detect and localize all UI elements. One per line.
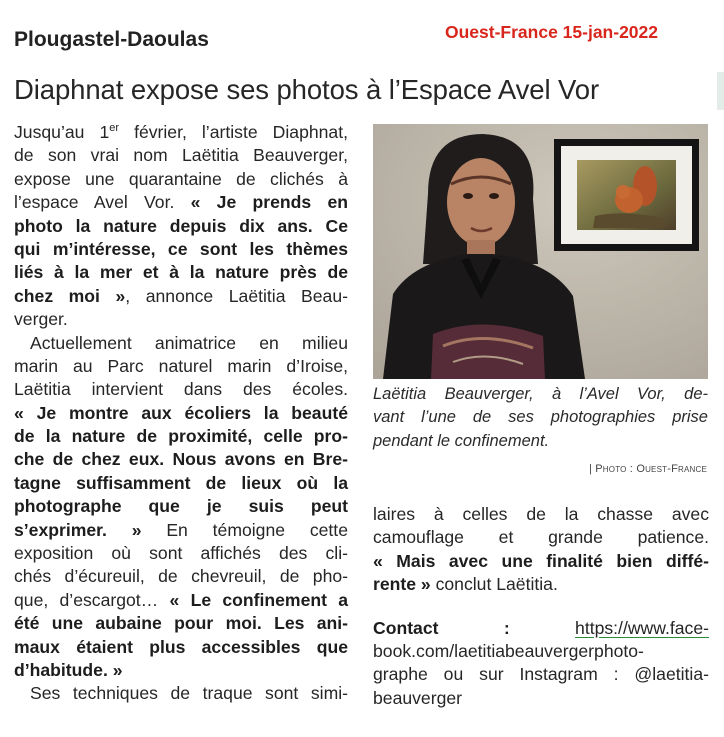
text-line [14,519,348,542]
text-run: book.com/laetitiabeauvergerphoto- [373,640,644,661]
photo-credit [373,463,707,475]
photo-caption [373,383,708,453]
text-line [14,285,348,308]
photo-illustration [373,124,708,379]
text-run: , annonce Laëtitia Beau- [125,285,348,306]
bold-text: « Le confinement a [169,589,348,610]
edge-mark [717,72,724,110]
text-line [14,378,348,401]
text-line [14,332,348,355]
text-run: février, l’artiste Diaphnat, [119,122,348,142]
text-run: chés d’écureuil, de chevreuil, de pho- [14,566,348,587]
bold-text: « Mais avec une finalité bien diffé- [373,550,709,571]
text-line [14,121,348,144]
text-line [14,472,348,495]
article-headline: Diaphnat expose ses photos à l’Espace Avel Vor [14,74,599,105]
text-run: Laëtitia intervient dans des écoles. [14,379,348,400]
text-run: l’espace Avel Vor. [14,192,191,213]
text-line [14,355,348,378]
caption-line: Laëtitia Beauverger, à l’Avel Vor, de- [373,385,708,403]
text-run: Ses techniques de traque sont simi- [30,683,348,704]
text-line [373,663,709,686]
text-line [14,542,348,565]
text-line [373,640,709,663]
article-column-1 [14,121,348,706]
text-line [14,425,348,448]
text-line [373,526,709,549]
bold-text: été une aubaine pour moi. Les ani- [14,613,348,634]
text-line [14,636,348,659]
photo-credit-text: | Photo : Ouest-France [588,463,707,475]
text-run: marin au Parc naturel marin d’Iroise, [14,355,348,376]
bold-text: chez moi » [14,285,126,306]
text-line [14,144,348,167]
text-run: En témoigne cette [141,519,348,540]
text-line [14,215,348,238]
bold-text: s’exprimer. » [14,519,142,540]
bold-text: qui m’intéresse, ce sont les thèmes [14,238,348,259]
source-date: Ouest-France 15-jan-2022 [445,22,659,42]
text-run: laires à celles de la chasse avec [373,504,709,524]
caption-line: vant l’une de ses photographies prise [373,408,708,427]
text-run: graphe ou sur Instagram : @laetitia- [373,664,709,685]
bold-text: Contact : [373,617,510,638]
text-run: que, d’escargot… [14,589,170,610]
text-run: verger. [14,309,68,330]
text-run: Jusqu’au 1 [14,122,110,142]
text-run: conclut Laëtitia. [430,574,558,595]
bold-text: rente » [373,574,431,595]
bold-text: « Je montre aux écoliers la beauté [14,402,348,423]
framed-photo [554,139,699,251]
text-run: beauverger [373,687,463,708]
text-line [14,402,348,425]
text-run: camouflage et grande patience. [373,527,709,548]
text-run: de son vrai nom Laëtitia Beauverger, [14,145,348,166]
text-line [14,238,348,261]
text-run: Actuellement animatrice en milieu [30,332,348,353]
contact-link[interactable]: https://www.face- [575,617,709,638]
text-line [14,308,348,331]
section-title: Plougastel-Daoulas [14,28,209,51]
text-line [373,503,709,526]
text-line [14,612,348,635]
text-line [14,448,348,471]
text-line [14,565,348,588]
text-line [14,659,348,682]
text-line [373,573,709,596]
text-run [510,618,575,638]
text-line [14,261,348,284]
bold-text: tagne suffisamment de lieux où la [14,472,348,493]
article-column-2 [373,503,709,710]
text-run: exposition où sont affichés des cli- [14,543,348,564]
text-run: expose une quarantaine de clichés à [14,168,348,189]
text-line [14,191,348,214]
text-line [373,550,709,573]
article-photo [373,124,708,379]
text-line [14,682,348,705]
bold-text: photographe que je suis peut [14,496,348,517]
bold-text: d’habitude. » [14,659,123,680]
text-line [373,687,709,710]
text-line [14,168,348,191]
bold-text: de la nature de proximité, celle pro- [14,426,348,447]
paragraph-gap [373,597,709,617]
text-line [14,589,348,612]
bold-text: che de chez eux. Nous avons en Bre- [14,449,348,470]
text-line [14,495,348,518]
text-run: er [109,122,120,134]
bold-text: photo la nature depuis dix ans. Ce [14,215,348,236]
caption-line: pendant le confinement. [373,431,550,450]
bold-text: liés à la mer et à la nature près de [14,262,348,283]
bold-text: maux étaient plus accessibles que [14,636,348,657]
bold-text: « Je prends en [190,192,348,213]
text-line [373,617,709,640]
